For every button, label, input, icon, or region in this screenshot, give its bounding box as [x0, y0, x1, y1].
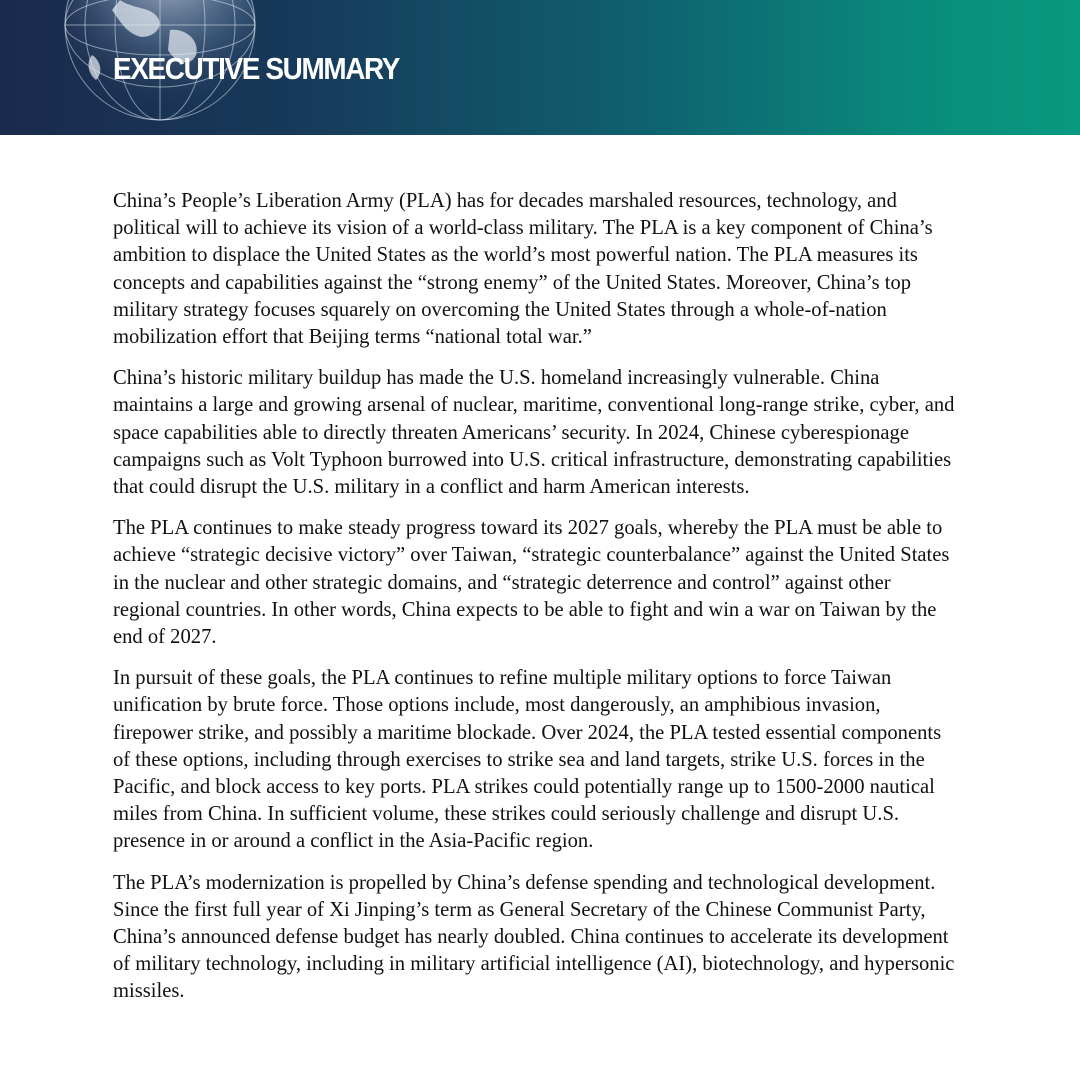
header-banner	[0, 0, 1080, 135]
paragraph-1: China’s People’s Liberation Army (PLA) has for decades marshaled resources, technology, and political will to achieve its vision of a world-class military. The PLA is a key component of China’s ambition to displace the United States as the world’s most powerful nation. The PLA measures its concepts and capabilities against the “strong enemy” of the United States. Moreover, China’s top military strategy focuses squarely on overcoming the United States through a whole-of-nation mobilization effort that Beijing terms “national total war.”	[113, 190, 933, 349]
paragraph-3: The PLA continues to make steady progress toward its 2027 goals, whereby the PLA must be able to achieve “strategic decisive victory” over Taiwan, “strategic counterbalance” against the United States in the nuclear and other strategic domains, and “strategic deterrence and control” against other regional countries. In other words, China expects to be able to fight and win a war on Taiwan by the end of 2027.	[113, 517, 950, 649]
paragraph-2: China’s historic military buildup has made the U.S. homeland increasingly vulnerable. China maintains a large and growing arsenal of nuclear, maritime, conventional long-range strike, cyber, and space capabilities able to directly threaten Americans’ security. In 2024, Chinese cyberespionage campaigns such as Volt Typhoon burrowed into U.S. critical infrastructure, demonstrating capabilities that could disrupt the U.S. military in a conflict and harm American interests.	[113, 367, 955, 499]
paragraph-4: In pursuit of these goals, the PLA continues to refine multiple military options to force Taiwan unification by brute force. Those options include, most dangerously, an amphibious invasion, firepower strike, and possibly a maritime blockade. Over 2024, the PLA tested essential components of these options, including through exercises to strike sea and land targets, strike U.S. forces in the Pacific, and block access to key ports. PLA strikes could potentially range up to 1500-2000 nautical miles from China. In sufficient volume, these strikes could seriously challenge and disrupt U.S. presence in or around a conflict in the Asia-Pacific region.	[113, 667, 942, 853]
summary-body	[113, 188, 963, 1020]
paragraph-5: The PLA’s modernization is propelled by China’s defense spending and technological development. Since the first full year of Xi Jinping’s term as General Secretary of the Chinese Communist Party, China’s announced defense budget has nearly doubled. China continues to accelerate its development of military technology, including in military artificial intelligence (AI), biotechnology, and hypersonic missiles.	[113, 871, 955, 1003]
page-title: EXECUTIVE SUMMARY	[113, 51, 400, 86]
